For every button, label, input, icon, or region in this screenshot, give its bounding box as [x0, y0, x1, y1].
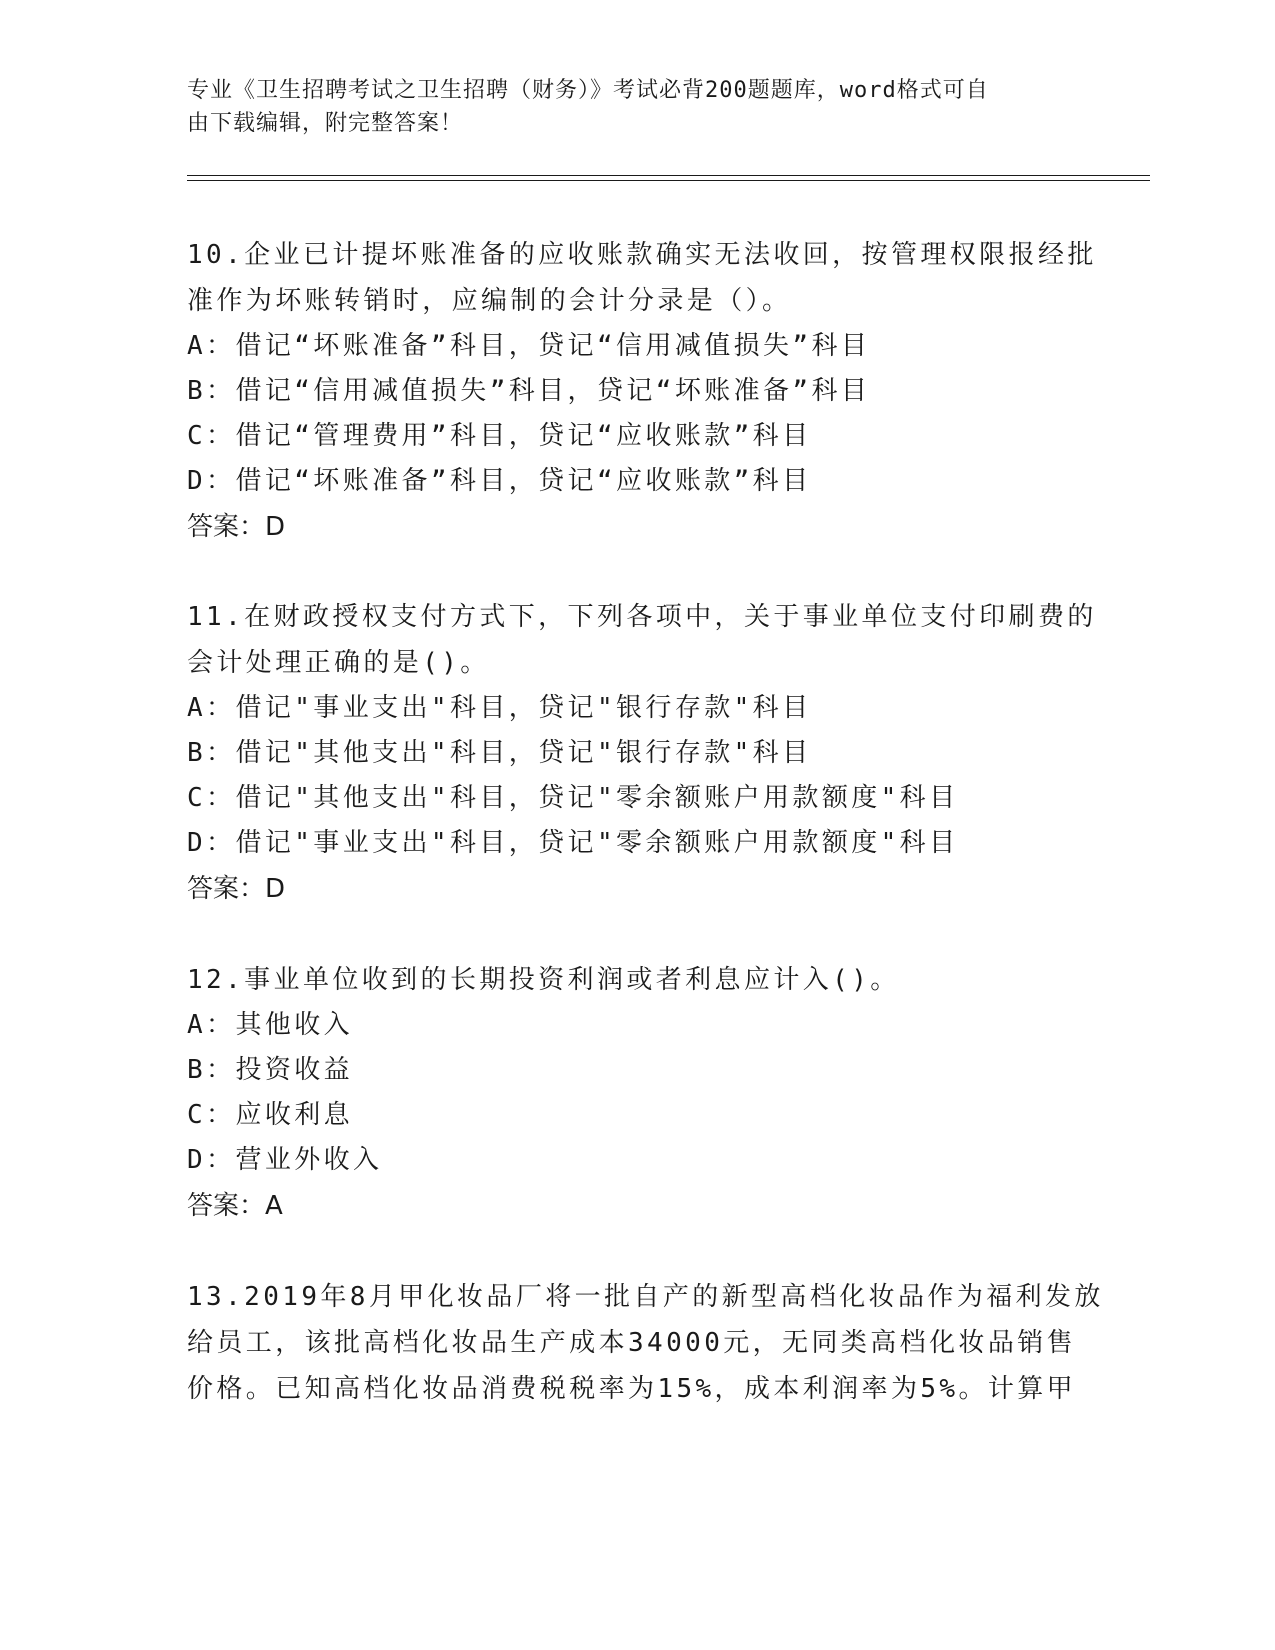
answer-label: 答案：D	[187, 874, 286, 904]
question-stem: 准作为坏账转销时，应编制的会计分录是（）。	[187, 286, 792, 316]
option-b: B：借记“信用减值损失”科目，贷记“坏账准备”科目	[187, 376, 871, 406]
question-stem: 11.在财政授权支付方式下，下列各项中，关于事业单位支付印刷费的	[187, 602, 1097, 632]
option-a: A：借记“坏账准备”科目，贷记“信用减值损失”科目	[187, 331, 871, 361]
header-line: 专业《卫生招聘考试之卫生招聘（财务）》考试必背200题题库，word格式可自	[187, 78, 989, 103]
header-line: 由下载编辑，附完整答案！	[187, 111, 464, 136]
option-c: C：借记"其他支出"科目，贷记"零余额账户用款额度"科目	[187, 783, 959, 813]
answer-label: 答案：D	[187, 512, 286, 542]
option-b: B：借记"其他支出"科目，贷记"银行存款"科目	[187, 738, 812, 768]
option-a: A：其他收入	[187, 1010, 354, 1040]
option-a: A：借记"事业支出"科目，贷记"银行存款"科目	[187, 693, 812, 723]
option-d: D：借记“坏账准备”科目，贷记“应收账款”科目	[187, 466, 812, 496]
question-stem: 13.2019年8月甲化妆品厂将一批自产的新型高档化妆品作为福利发放	[187, 1282, 1104, 1312]
question-stem: 12.事业单位收到的长期投资利润或者利息应计入()。	[187, 965, 900, 995]
question-stem: 10.企业已计提坏账准备的应收账款确实无法收回，按管理权限报经批	[187, 240, 1097, 270]
question-stem: 会计处理正确的是()。	[187, 648, 490, 678]
option-d: D：营业外收入	[187, 1145, 383, 1175]
header-divider	[187, 180, 1150, 181]
option-d: D：借记"事业支出"科目，贷记"零余额账户用款额度"科目	[187, 828, 959, 858]
document-header	[187, 74, 1087, 140]
option-c: C：借记“管理费用”科目，贷记“应收账款”科目	[187, 421, 812, 451]
option-b: B：投资收益	[187, 1055, 354, 1085]
option-c: C：应收利息	[187, 1100, 354, 1130]
answer-label: 答案：A	[187, 1191, 283, 1221]
question-11	[187, 594, 1097, 912]
question-13	[187, 1274, 1104, 1412]
question-10	[187, 232, 1097, 550]
question-stem: 价格。已知高档化妆品消费税税率为15%，成本利润率为5%。计算甲	[187, 1374, 1077, 1404]
header-divider	[187, 175, 1150, 176]
question-stem: 给员工，该批高档化妆品生产成本34000元，无同类高档化妆品销售	[187, 1328, 1077, 1358]
question-12	[187, 957, 1087, 1229]
